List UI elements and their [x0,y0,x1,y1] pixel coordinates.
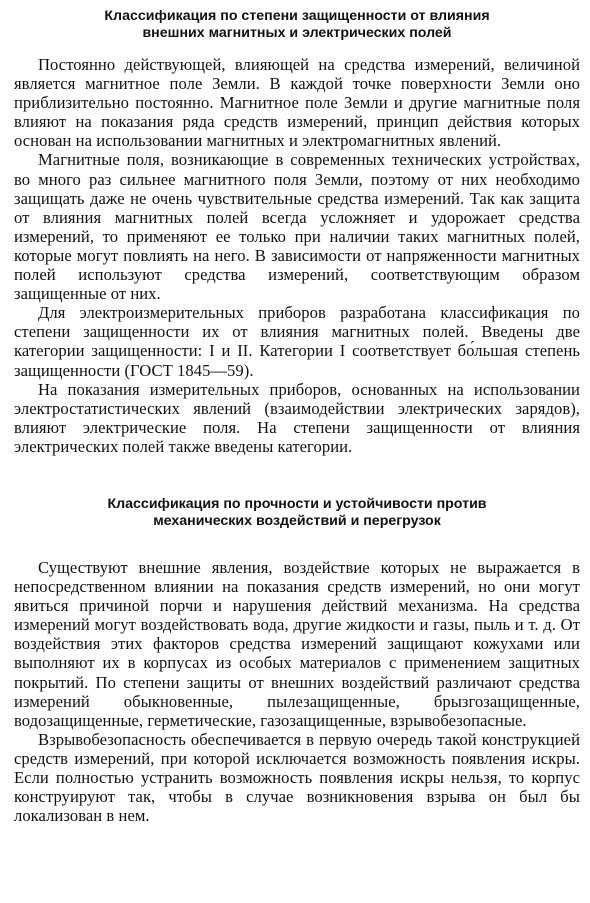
heading-line: Классификация по прочности и устойчивости против [107,495,487,512]
section-heading-magnetic-electric-fields [14,8,580,42]
section-body-magnetic-electric-fields [14,55,580,456]
document-page [14,8,580,825]
paragraph: Существуют внешние явления, воздействие которых не выражается в непосредственном влиянии на показания средств измерений, но они могут явиться причиной порчи и нарушения действий механизма. На средства измерений могут воздействовать вода, другие жидкости и газы, пыль и т. д. От воздействия этих факторов средства измерений защищают кожухами или выполняют их в корпусах из особых материалов с применением защитных покрытий. По степени защиты от внешних воздействий различают средства измерений обыкновенные, пылезащищенные, брызгозащищенные, водозащищенные, герметические, газозащищенные, взрывобезопасные. [14,557,580,730]
paragraph: Взрывобезопасность обеспечивается в первую очередь такой конструкцией средств измерений, при которой исключается возможность появления искры. Если полностью устранить возможность появления искры нельзя, то корпус конструируют так, чтобы в случае возникновения взрыва он был бы локализован в нем. [14,729,580,826]
heading-line: механических воздействий и перегрузок [153,512,441,529]
heading-line: Классификация по степени защищенности от влияния [104,8,490,24]
section-heading-mechanical-strength [14,496,580,530]
heading-line: внешних магнитных и электрических полей [142,25,452,41]
paragraph: Постоянно действующей, влияющей на средства измерений, величиной является магнитное поле Земли. В каждой точке поверхности Земли оно приблизительно постоянно. Магнитное поле Земли и другие магнитные поля влияют на показания ряда средств измерений, принцип действия которых основан на использовании магнитных и электромагнитных явлений. [14,55,580,151]
paragraph: Для электроизмерительных приборов разработана классификация по степени защищенности их от влияния магнитных полей. Введены две категории защищенности: I и II. Категории I соответствует бо́льшая степень защищенности (ГОСТ 1845—59). [14,303,580,380]
paragraph: Магнитные поля, возникающие в современных технических устройствах, во много раз сильнее магнитного поля Земли, поэтому от них необходимо защищать даже не очень чувствительные средства измерений. Так как защита от влияния магнитных полей всегда усложняет и удорожает средства измерений, то применяют ее только при наличии таких магнитных полей, которые могут повлиять на него. В зависимости от напряженности магнитных полей используют средства измерений, соответствующим образом защищенные от них. [14,150,580,304]
paragraph: На показания измерительных приборов, основанных на использовании электростатистических явлений (взаимодействии электрических зарядов), влияют электрические поля. На степени защищенности от влияния электрических полей также введены категории. [14,379,580,456]
section-body-mechanical-strength [14,558,580,825]
